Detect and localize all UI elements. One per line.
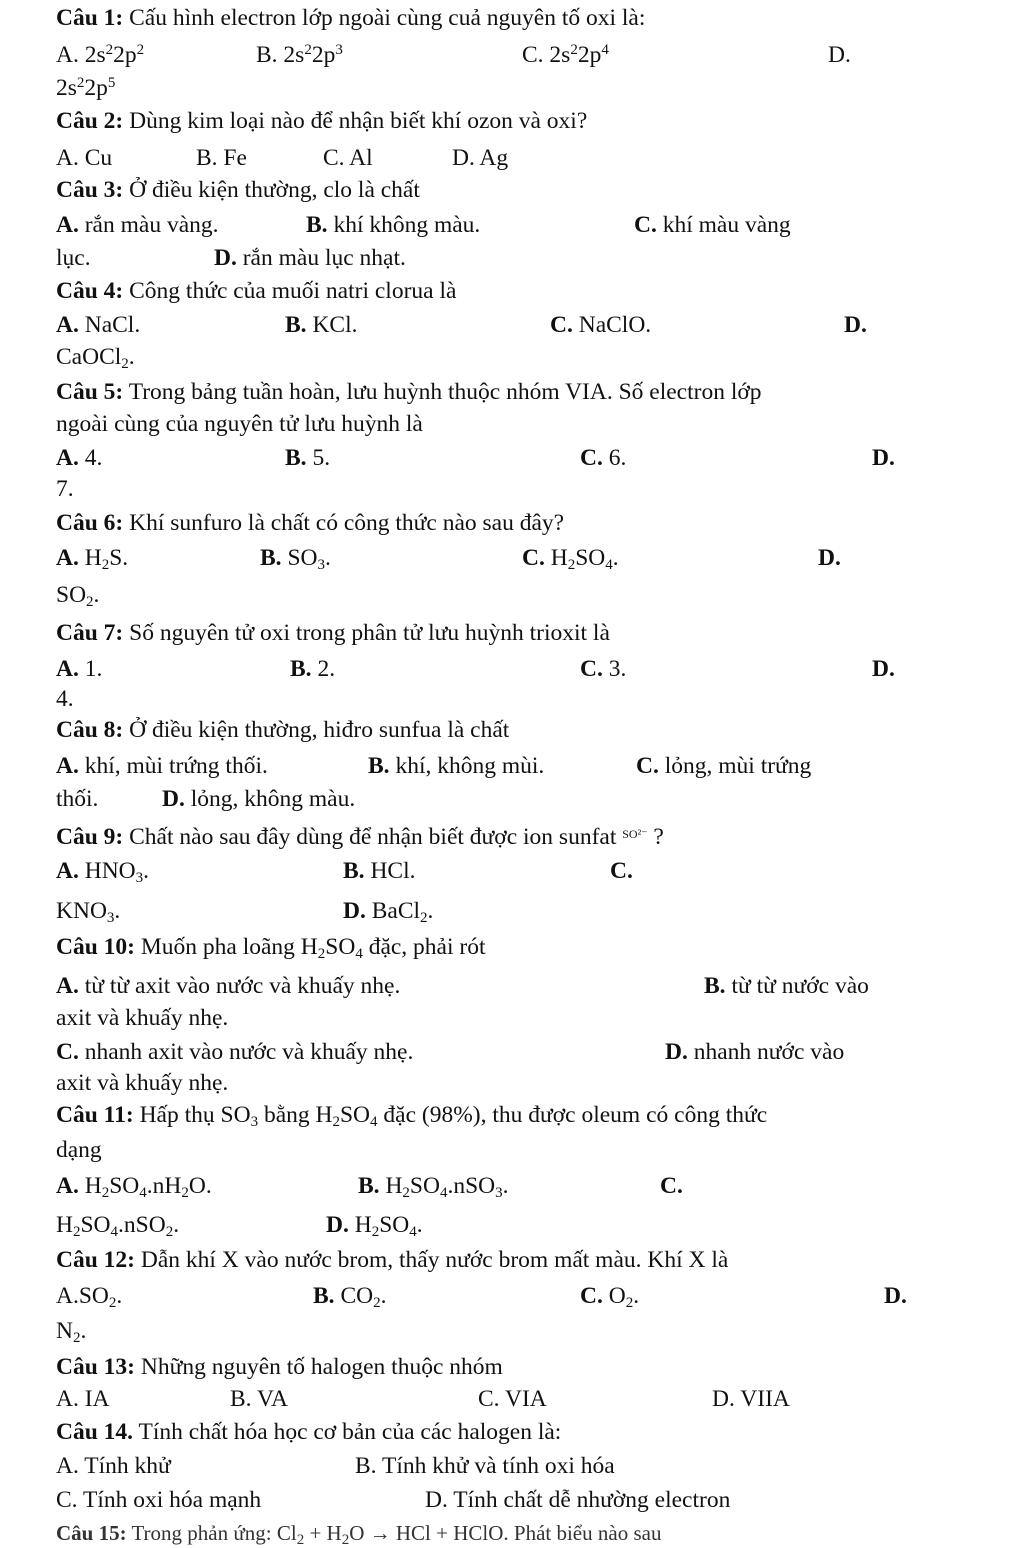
q1-option-b: B. $2s^22p^3$ [256,42,343,68]
question-10-stem: Câu 10: Muốn pha loãng $H_2SO_4$ đặc, phải rót [56,934,486,962]
q9-option-d: D. BaCl$_2$. [343,898,434,926]
q9-option-a: A. $HNO_3$. [56,858,150,886]
q8-option-a: A. khí, mùi trứng thối. [56,753,268,779]
question-11-stem-line2: dạng [56,1137,102,1163]
q4-option-c: C. NaClO. [550,312,652,338]
q1-option-d: D. [828,42,851,68]
q11-option-d: D. $H_2SO_4$. [326,1212,423,1240]
q4-option-b: B. KCl. [285,312,358,338]
q12-option-c: C. $O_2$. [580,1283,640,1311]
question-3-stem: Câu 3: Ở điều kiện thường, clo là chất [56,177,420,203]
q11-option-c-text: $H_2SO_4.nSO_2$. [56,1212,180,1240]
q12-option-b: B. $CO_2$. [313,1283,387,1311]
question-8-stem: Câu 8: Ở điều kiện thường, hiđro sunfua là chất [56,717,510,743]
q5-option-b: B. 5. [285,445,331,471]
q12-option-d-text: $N_2$. [56,1318,87,1346]
q11-option-c: C. [660,1173,683,1199]
q12-option-d: D. [884,1283,907,1309]
question-12-stem: Câu 12: Dẫn khí X vào nước brom, thấy nước brom mất màu. Khí X là [56,1247,729,1273]
q8-option-c-text: thối. [56,786,99,812]
q11-option-a: A. $H_2SO_4.nH_2O$. [56,1173,212,1201]
q4-option-a: A. NaCl. [56,312,141,338]
q10-option-c: C. nhanh axit vào nước và khuấy nhẹ. [56,1039,414,1065]
q5-option-a: A. 4. [56,445,103,471]
q10-option-d-text: axit và khuấy nhẹ. [56,1070,229,1096]
q10-option-b: B. từ từ nước vào [704,973,869,999]
q9-option-c: C. [610,858,633,884]
q7-option-d: D. [872,656,895,682]
q8-option-c: C. lỏng, mùi trứng [636,753,812,779]
q5-option-d-text: 7. [56,476,74,502]
q4-option-d: D. [844,312,867,338]
question-14-stem: Câu 14. Tính chất hóa học cơ bản của các halogen là: [56,1419,562,1445]
q13-option-b: B. VA [230,1386,288,1412]
q3-option-c-text: lục. [56,245,91,271]
question-13-stem: Câu 13: Những nguyên tố halogen thuộc nhóm [56,1354,503,1380]
q7-option-b: B. 2. [290,656,336,682]
q1-option-d-text: $2s^22p^5$ [56,75,116,101]
question-5-stem: Câu 5: Trong bảng tuần hoàn, lưu huỳnh thuộc nhóm VIA. Số electron lớp [56,379,762,405]
q13-option-c: C. VIA [478,1386,547,1412]
question-5-stem-line2: ngoài cùng của nguyên tử lưu huỳnh là [56,411,423,437]
q14-option-d: D. Tính chất dễ nhường electron [425,1487,731,1513]
q10-option-a: A. từ từ axit vào nước và khuấy nhẹ. [56,973,401,999]
question-1-stem: Câu 1: Cấu hình electron lớp ngoài cùng cuả nguyên tố oxi là: [56,5,646,31]
q2-option-a: A. Cu [56,145,113,171]
q1-option-c: C. $2s^22p^4$ [522,42,609,68]
q6-option-b: B. $SO_3$. [260,545,331,573]
q9-option-c-text: $KNO_3$. [56,898,121,926]
question-15-stem: Câu 15: Trong phản ứng: $Cl_2 + H_2O$ → HCl + HClO. Phát biểu nào sau [56,1521,662,1548]
question-6-stem: Câu 6: Khí sunfuro là chất có công thức nào sau đây? [56,510,565,536]
q2-option-c: C. Al [323,145,373,171]
q3-option-b: B. khí không màu. [306,212,481,238]
q11-option-b: B. $H_2SO_4.nSO_3$. [358,1173,509,1201]
q8-option-b: B. khí, không mùi. [368,753,545,779]
q1-option-a: A. $2s^22p^2$ [56,42,145,68]
q2-option-d: D. Ag [452,145,509,171]
q5-option-c: C. 6. [580,445,627,471]
q6-option-c: C. $H_2SO_4$. [522,545,619,573]
question-4-stem: Câu 4: Công thức của muối natri clorua là [56,278,457,304]
q6-option-d: D. [818,545,841,571]
q14-option-a: A. Tính khử [56,1453,171,1479]
question-9-stem: Câu 9: Chất nào sau đây dùng để nhận biết được ion sunfat $^{SO^{2-}}$ ? [56,824,664,850]
question-11-stem: Câu 11: Hấp thụ $SO_3$ bằng $H_2SO_4$ đặc (98%), thu được oleum có công thức [56,1102,768,1130]
q6-option-a: A. $H_2S$. [56,545,129,573]
q7-option-d-text: 4. [56,686,74,712]
q3-option-a: A. rắn màu vàng. [56,212,219,238]
question-7-stem: Câu 7: Số nguyên tử oxi trong phân tử lưu huỳnh trioxit là [56,620,610,646]
q9-option-b: B. HCl. [343,858,416,884]
q13-option-d: D. VIIA [712,1386,790,1412]
q3-option-c: C. khí màu vàng [634,212,791,238]
q14-option-c: C. Tính oxi hóa mạnh [56,1487,262,1513]
q2-option-b: B. Fe [196,145,247,171]
q10-option-b-text: axit và khuấy nhẹ. [56,1005,229,1031]
q6-option-d-text: $SO_2$. [56,582,100,610]
q5-option-d: D. [872,445,895,471]
q3-option-d: D. rắn màu lục nhạt. [214,245,406,271]
q7-option-c: C. 3. [580,656,627,682]
question-2-stem: Câu 2: Dùng kim loại nào để nhận biết khí ozon và oxi? [56,108,588,134]
q10-option-d: D. nhanh nước vào [665,1039,845,1065]
q4-option-d-text: CaOCl$_2$. [56,344,135,372]
q14-option-b: B. Tính khử và tính oxi hóa [355,1453,615,1479]
q7-option-a: A. 1. [56,656,103,682]
q13-option-a: A. IA [56,1386,110,1412]
q12-option-a: $A.SO_2$. [56,1283,123,1311]
q8-option-d: D. lỏng, không màu. [162,786,356,812]
